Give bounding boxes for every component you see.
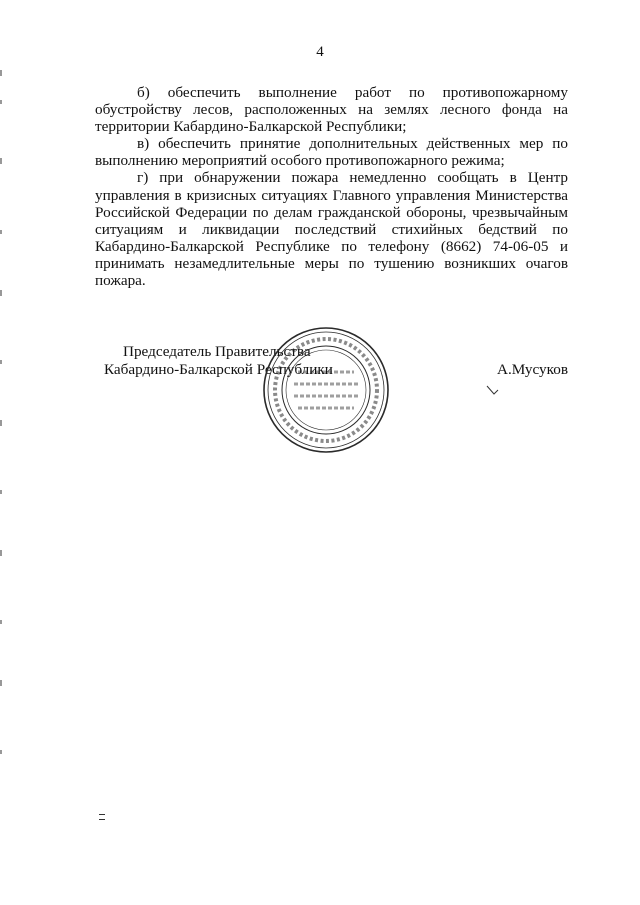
page-number: 4 xyxy=(316,44,324,60)
paragraph-v: в) обеспечить принятие дополнительных действенных мер по выполнению мероприятий особого противопожарного режима; xyxy=(95,135,568,170)
signatory-name: А.Мусуков xyxy=(497,361,568,378)
signatory-position-line2: Кабардино-Балкарской Республики xyxy=(104,361,333,378)
scan-edge-marks-icon xyxy=(0,60,6,780)
paragraph-b: б) обеспечить выполнение работ по противопожарному обустройству лесов, расположенных на землях лесного фонда на территории Кабардино-Балкарской Республики; xyxy=(95,84,568,136)
paragraph-g: г) при обнаружении пожара немедленно сообщать в Центр управления в кризисных ситуациях Главного управления Министерства Российской Федерации по делам гражданской обороны, чрезвычайным ситуациям и ликвидации последствий стихийных бедствий по Кабардино-Балкарской Республике по телефону (8662) 74-06-05 и принимать незамедлительные меры по тушению возникших очагов пожара. xyxy=(95,169,568,290)
signatory-position-line1: Председатель Правительства xyxy=(123,343,311,360)
official-seal-icon xyxy=(262,326,390,454)
footer-mark-icon xyxy=(99,814,105,820)
document-body xyxy=(95,84,568,289)
handwritten-signature-icon xyxy=(484,384,514,404)
